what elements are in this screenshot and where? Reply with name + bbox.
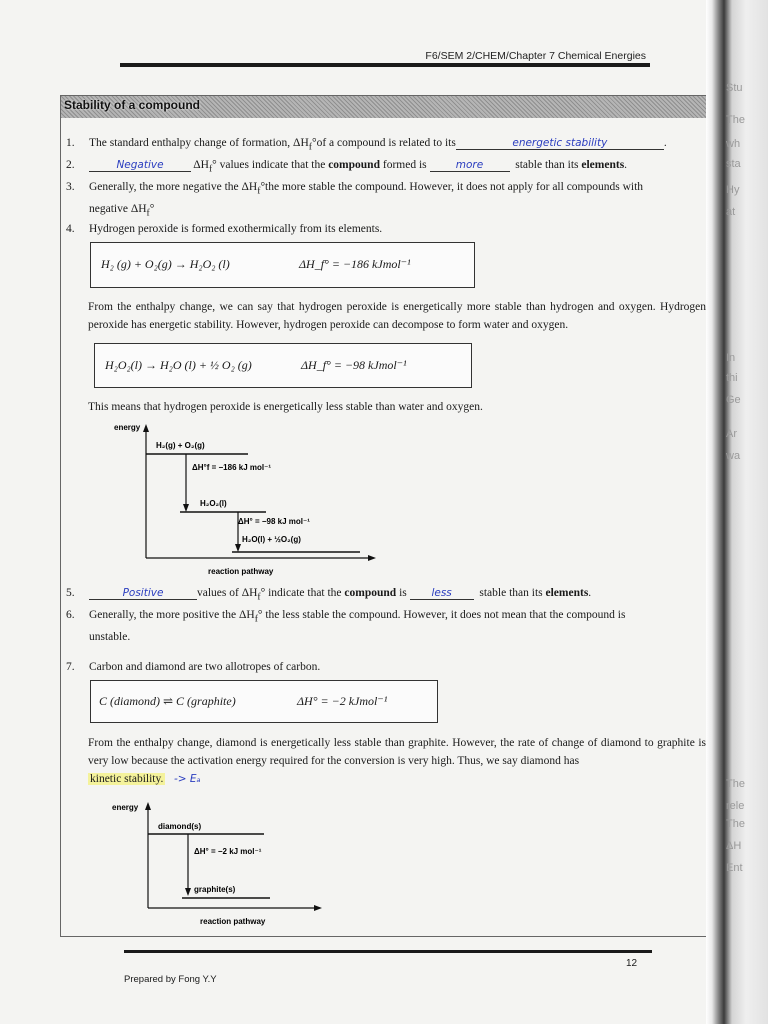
level-bottom-label: graphite(s) xyxy=(194,885,236,894)
bleed-text: In xyxy=(726,352,736,364)
equation-box-3 xyxy=(90,680,438,723)
equation-box-1 xyxy=(90,242,475,288)
bleed-text: Ar xyxy=(726,428,737,440)
item-text: Generally, the more positive the $\Delta H_f^\circ$ the less stable the compound. However, it does not mean that the compound is unstable. xyxy=(89,609,626,644)
section-title: Stability of a compound xyxy=(64,98,201,112)
item-number: 2. xyxy=(66,159,75,171)
level-bottom-label: H₂O(l) + ½O₂(g) xyxy=(242,535,301,544)
answer-blank xyxy=(456,134,664,150)
paragraph-hydrogen-peroxide-stability: From the enthalpy change, we can say that hydrogen peroxide is energetically more stable than hydrogen and oxygen. Hydrogen peroxide has energetic stability. However, hydrogen peroxide can decompose to form water and oxygen. xyxy=(88,301,706,331)
y-axis-arrowhead xyxy=(145,802,151,810)
bleed-text: Stu xyxy=(726,82,743,94)
equation-reaction: H₂O₂(l) → H₂O (l) + ½ O₂ (g) xyxy=(105,358,252,372)
arrow-2-head xyxy=(235,544,241,552)
bleed-text: Ent xyxy=(726,862,743,874)
page-number: 12 xyxy=(626,958,638,969)
x-axis-arrowhead xyxy=(368,555,376,561)
equation-box-2 xyxy=(94,343,472,388)
paragraph-diamond-graphite: From the enthalpy change, diamond is energetically less stable than graphite. However, the rate of change of diamond to graphite is very low because the activation energy required for the conversion is very high. Thus, we say diamond has kinetic stability. -> Eₐ xyxy=(88,737,706,785)
answer-blank xyxy=(410,584,474,600)
item-text: Hydrogen peroxide is formed exothermically from its elements. xyxy=(89,223,383,235)
bleed-text: sta xyxy=(726,158,741,170)
header-rule xyxy=(120,63,650,67)
handwritten-answer: Positive xyxy=(122,587,164,599)
bleed-text: The xyxy=(726,818,745,830)
footer-author: Prepared by Fong Y.Y xyxy=(124,974,217,985)
bleed-text: Ge xyxy=(726,394,741,406)
item-number: 5. xyxy=(66,587,75,599)
answer-blank xyxy=(89,584,197,600)
x-axis-label: reaction pathway xyxy=(200,917,266,926)
energy-diagram-carbon xyxy=(108,796,338,930)
item-number: 6. xyxy=(66,609,75,621)
item-number: 3. xyxy=(66,181,75,193)
arrow-1-head xyxy=(183,504,189,512)
level-top-label: H₂(g) + O₂(g) xyxy=(156,441,205,450)
x-axis-label: reaction pathway xyxy=(208,567,274,576)
bleed-text: Hy xyxy=(726,184,740,196)
y-axis-label: energy xyxy=(112,803,139,812)
bleed-text: The xyxy=(726,778,745,790)
bleed-text: wh xyxy=(726,138,741,150)
handwritten-answer: energetic stability xyxy=(512,137,608,149)
item-text: Negative $\Delta H_f^\circ$ values indicate that the compound formed is more stable than its elements. xyxy=(89,156,705,178)
handwritten-note: -> Eₐ xyxy=(173,773,201,785)
bleed-text: thi xyxy=(726,372,738,384)
item-text: Carbon and diamond are two allotropes of carbon. xyxy=(89,661,321,673)
energy-diagram-peroxide xyxy=(110,418,380,580)
arrow-head xyxy=(185,888,191,896)
item-number: 7. xyxy=(66,661,75,673)
paragraph-less-stable: This means that hydrogen peroxide is energetically less stable than water and oxygen. xyxy=(88,401,483,413)
x-axis-arrowhead xyxy=(314,905,322,911)
level-top-label: diamond(s) xyxy=(158,822,202,831)
bleed-text: ΔH xyxy=(726,840,742,852)
highlighted-term: kinetic stability. xyxy=(90,773,164,785)
handwritten-answer: more xyxy=(455,159,484,171)
footer-rule xyxy=(124,950,652,953)
equation-enthalpy: ΔH_f° = −98 kJmol⁻¹ xyxy=(301,358,407,372)
item-text: Generally, the more negative the $\Delta H_f^\circ the$ more stable the compound. However, it does not apply for all compounds with negative $\Delta H_f^\circ$ xyxy=(89,181,644,219)
arrow-label: ΔH° = −2 kJ mol⁻¹ xyxy=(194,847,262,856)
item-text: The standard enthalpy change of formation, $\Delta H_f^\circ of$ a compound is related to its energetic stability . xyxy=(89,134,705,156)
item-text: Positive values of $\Delta H_f^\circ$ indicate that the compound is less stable than its elements. xyxy=(89,584,705,606)
equation-reaction: H₂ (g) + O₂(g) → H₂O₂ (l) xyxy=(101,257,230,271)
arrow-2-label: ΔH° = −98 kJ mol⁻¹ xyxy=(238,517,310,526)
handwritten-answer: Negative xyxy=(116,159,164,171)
equation-reaction: C (diamond) ⇌ C (graphite) xyxy=(99,694,236,708)
answer-blank xyxy=(89,156,191,172)
y-axis-arrowhead xyxy=(143,424,149,432)
y-axis-label: energy xyxy=(114,423,141,432)
bleed-text: rele xyxy=(726,800,745,812)
handwritten-answer: less xyxy=(431,587,452,599)
item-number: 1. xyxy=(66,137,75,149)
header-course: F6/SEM 2/CHEM/Chapter 7 Chemical Energies xyxy=(425,50,646,62)
bleed-text: The xyxy=(726,114,745,126)
arrow-1-label: ΔH°f = −186 kJ mol⁻¹ xyxy=(192,463,271,472)
item-number: 4. xyxy=(66,223,75,235)
bleed-text: at xyxy=(726,206,736,218)
equation-enthalpy: ΔH_f° = −186 kJmol⁻¹ xyxy=(299,257,411,271)
equation-enthalpy: ΔH° = −2 kJmol⁻¹ xyxy=(297,694,388,708)
level-mid-label: H₂O₂(l) xyxy=(200,499,227,508)
bleed-text: wa xyxy=(726,450,741,462)
answer-blank xyxy=(430,156,510,172)
